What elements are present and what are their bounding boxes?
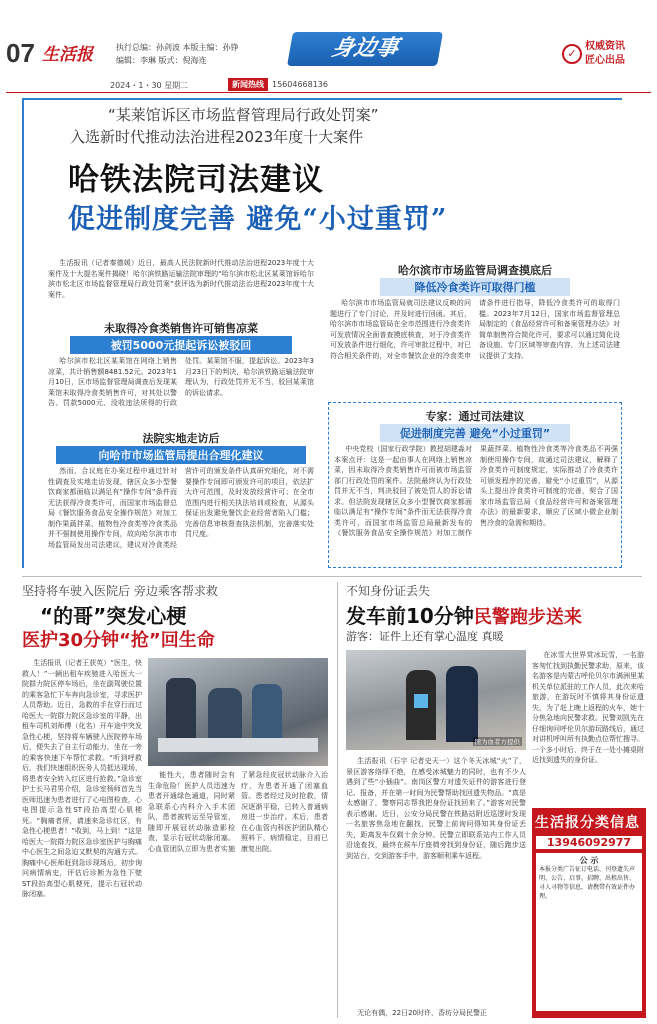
top-story-title: 哈铁法院司法建议 xyxy=(68,162,324,198)
slogan-line1: 权威资讯 xyxy=(585,41,625,52)
body-c xyxy=(330,298,620,398)
credits xyxy=(116,41,239,67)
top-story-kicker2: 入选新时代推动法治进程2023年度十大案件 xyxy=(70,128,364,146)
heading-c-sub: 降低冷食类许可取得门槛 xyxy=(380,278,570,296)
body-a-text: 哈尔滨市松北区某莱馆在网络上销售凉菜，共计销售额8481.52元。2023年1月10日，区市场监督管理局调查后发现某莱馆未取得冷食类销售许可，对其处以警告、罚款5000元、没收违法所得的行政处罚。某莱馆不服，提起诉讼。2023年3月23日下的判决，哈尔滨铁路运输法院审理认为，行政处罚并无不当，驳回某莱馆的诉讼请求。 xyxy=(48,357,314,407)
right-story-side xyxy=(532,650,644,800)
column-divider xyxy=(337,582,338,1018)
heading-c: 哈尔滨市市场监管局调查摸底后 xyxy=(398,264,552,277)
body-a xyxy=(48,356,314,420)
heading-a: 未取得冷食类销售许可销售凉菜 xyxy=(104,322,258,335)
left-story-subtitle: 医护30分钟“抢”回生命 xyxy=(22,630,215,651)
left-story-body1-text: 生活报讯（记者王获英）“医生，快救人！”一辆出租车疾驰进入哈医大一院群力院区停车场后，坐在副驾驶位置的乘客急忙下车奔向急诊室，寻求医护人员帮助。近日，急救的手在穿行而过哈医大一院群力院区急诊室的平静，出租车司机刘师傅（化名）开车途中突发急性心梗，坚持将车辆驶入医院停车场后，便失去了自主行动能力，坐在一旁的乘客快速下车帮忙求救。“听到呼救后，我们快速组织医务人员抵达现场，将患者安全转入红区进行抢救。”急诊室护士长马君男介绍，急诊室杨师首先当医师迅速为患者进行了心电图检查，心电图提示急性ST段抬高型心肌梗死。“胸痛者所，请速来急诊红区，有急性心梗患者！”收到，马上到！“这是哈医大一院群力院区急诊室医护与胸痛中心医生之间急迫又默契的沟通方式。胸痛中心医师赶到急诊现场后，初步询问病情病史，评估后诊断为急性下壁ST段抬高型心肌梗死，提示右冠状动脉闭塞。 xyxy=(22,659,142,898)
issue-date: 2024・1・30 星期二 xyxy=(110,81,189,90)
body-b xyxy=(48,466,314,562)
section-divider xyxy=(22,576,642,577)
top-story-subtitle: 促进制度完善 避免“小过重罚” xyxy=(68,204,448,235)
left-story-body2 xyxy=(148,770,328,1014)
right-story-title-highlight: 民警跑步送来 xyxy=(473,607,582,628)
top-story-lead xyxy=(48,258,314,322)
right-story-tail-text: 无论有偶，22日20时许，香坊分局民警正 xyxy=(357,1009,488,1017)
photo-bed xyxy=(158,738,318,752)
photo-blur-face xyxy=(414,694,428,708)
right-story-kicker: 不知身份证丢失 xyxy=(346,584,431,598)
ad-title: 生活报分类信息 xyxy=(535,815,640,831)
credits-line1: 执行总编：孙剑波 本版主编：孙铮 xyxy=(116,43,239,52)
body-c-text: 哈尔滨市市场监管局就司法建议反映的问题进行了专门讨论，并及时进行回函。其后，哈尔滨市市场监管局在全市范围进行冷食类许可发放情况全面普查摸底核查，对于冷食类许可发放条件进行细化，许可审批过程中，对已符合相关条件的，对全市餐饮企业的冷食类申请条件进行指导，降低冷食类许可的取得门槛。2023年7月12日，国家市场监督管理总局制定的《食品经营许可和备案管理办法》对简单制售符合简化许可，要求可以通过简化设备设施、专门区域等审查内容，为上述司法建议提供了支持。 xyxy=(330,299,620,360)
body-d-text: 中央党校（国家行政学院）教授胡建淼对本案点评：这是一起由事人在网络上销售凉菜，因未取得冷食类销售许可而被市场监管部门行政处罚的案件。法院最终认为行政处罚并无不当，判决驳回了被处罚人的诉讼请求。但法院发现辖区众多小型餐饮商家都面临以满足有“操作专间”条件而无法获得冷食类许可，而国家市场监管总局最新发布的《餐饮服务食品安全操作规范》对加工制作果蔬拌菜、植物性冷食类等冷食类品不再强制使用操作专间，故通过司法建议，解释了冷食类许可制度规定，实际推动了冷食类许可颁发程序的完善，避免“小过重罚”，从源头上提出冷食类许可制度的完善，契合了国家市场监管总局《食品经营许可和备案管理办法》的最新要求，顺应了区域小微企业制售冷食的急需和期待。 xyxy=(334,445,618,537)
right-story-title: 发车前10分钟 xyxy=(346,604,474,628)
ad-notice-body: 本报分类广告征订电话，刊登遗失声明、公告、启事、招聘、出租出售、寻人寻物等信息，请携带有效证件办理。 xyxy=(539,866,636,900)
right-story-headline xyxy=(346,600,582,629)
police-photo xyxy=(346,650,526,750)
slogan-line2: 匠心出品 xyxy=(585,55,625,66)
heading-b-sub: 向哈市市场监管局提出合理化建议 xyxy=(56,446,306,464)
left-story-body2-text: 能性大，患者随时会有生命危险！医护人员迅速为患者开通绿色通道，同时紧急联系心内科介入手术团队，患者被转运至导管室，随即开展冠状动脉造影检查，显示右冠状动脉闭塞。心血管团队立即为患者实施了紧急经皮冠状动脉介入治疗，为患者开通了闭塞血管。患者经过及时抢救，情况逐渐平稳，已转入普通病房进一步治疗。术后，患者在心血管内科医护团队精心照料下，病情稳定，目前已康复出院。 xyxy=(148,771,328,853)
photo-police xyxy=(446,666,478,742)
body-d xyxy=(334,444,618,562)
page-number: 07 xyxy=(6,38,35,68)
top-story-kicker1: “某莱馆诉区市场监督管理局行政处罚案” xyxy=(108,106,379,124)
section-title: 身边事 xyxy=(287,32,443,66)
slogan-icon: ✓ xyxy=(562,44,582,64)
hotline-label: 新闻热线 xyxy=(228,78,268,91)
left-story-title: “的哥”突发心梗 xyxy=(40,604,187,628)
right-story-side-text: 在冰雪大世界赏冰玩雪，一名游客匆忙找到执勤民警求助，原来，该名游客是内蒙古呼伦贝尔市满洲里某机关单位派驻的工作人员，此次来哈旅游，在游玩时不慎将其身份证遗失，为了赶上晚上返程的火车，她十分焦急地向民警求救。民警刘凯先在仔细询问呼伦贝尔游玩路线后，通过对讲机呼叫所有执勤点位帮忙搜寻。一个多小时后，终于在一处小摊桌附近找到遗失的身份证。 xyxy=(532,651,644,764)
heading-b: 法院实地走访后 xyxy=(142,432,220,445)
credits-line2: 编辑：李琳 版式：倪海连 xyxy=(116,56,207,65)
heading-d-sub: 促进制度完善 避免“小过重罚” xyxy=(380,424,570,442)
right-story-body xyxy=(346,756,526,1006)
left-story-kicker: 坚持将车驶入医院后 旁边乘客帮求救 xyxy=(22,584,218,598)
masthead-divider xyxy=(6,92,651,93)
right-story-body-text: 生活报讯（石宇 记者史天一）这个冬天冰城“火”了，景区游客络绎不绝，在感受冰城魅力的同时，也有不少人遇到了些“小插曲”。南岗区警方对遗失证件的游客进行登记、报备，并在第一时间为民警帮助找回遗失物品。“真是太感谢了，警察同志帮我把身份证找回来了。”游客对民警表示感谢。近日，公安分局民警在铁路站附近巡逻时发现一名旅客焦急地在翻找，民警上前询问得知其身份证丢失，距离发车仅剩十余分钟。民警立即联系站内工作人员沿途查找，最终在候车厅座椅旁找到身份证，随后跑步送到站台，交到游客手中，游客顺利乘车返程。 xyxy=(346,757,526,860)
right-story-tail xyxy=(346,1008,526,1019)
heading-d: 专家：通过司法建议 xyxy=(425,410,525,423)
body-b-text: 然而，合议庭在办案过程中通过针对性调查及实地走访发现，辖区众多小型餐饮商家都面临以满足有“操作专间”条件而无法获得冷食类许可，而国家市场监督总局《餐饮服务食品安全操作规范》对加工制作果蔬拌菜、植物性冷食类等冷食类品并不强制使用操作专间，故向哈尔滨市市场监管局发出司法建议，建议对冷食类经营许可的颁发条件认真研究细化，对不需要操作专间即可颁发许可的项目，依法扩大许可范围，及时发放经营许可；在全市范围内进行相关执法培训或检查，从源头保证出发避免餐饮企业经营者陷入门槛；完善信息审核督查执法机制，完善落实处罚尺度。 xyxy=(48,467,314,549)
ad-phone: 13946092977 xyxy=(536,836,642,849)
top-story-lead-text: 生活报讯（记者秦德媛）近日，最高人民法院新时代推动法治进程2023年度十大案件及十大提名案件揭晓！哈尔滨铁路运输法院审理的“哈尔滨市松北区某莱馆诉哈尔滨市松北区市场监督管理局行政处罚案”获评选为新时代推动法治进程2023年度十大案件。 xyxy=(48,259,314,299)
photo-caption: 图为血者方提供 xyxy=(474,738,520,746)
paper-name: 生活报 xyxy=(42,45,93,65)
slogan xyxy=(585,40,625,68)
hotline-number: 15604668136 xyxy=(272,80,328,89)
ad-notice xyxy=(536,853,642,1011)
left-story-body1 xyxy=(22,658,142,1014)
heading-a-sub: 被罚5000元提起诉讼被驳回 xyxy=(70,336,292,354)
ad-notice-head: 公 示 xyxy=(579,856,599,865)
right-story-subtitle: 游客：证件上还有掌心温度 真暖 xyxy=(346,630,504,643)
hospital-photo xyxy=(148,658,328,766)
classified-ad xyxy=(532,808,646,1018)
